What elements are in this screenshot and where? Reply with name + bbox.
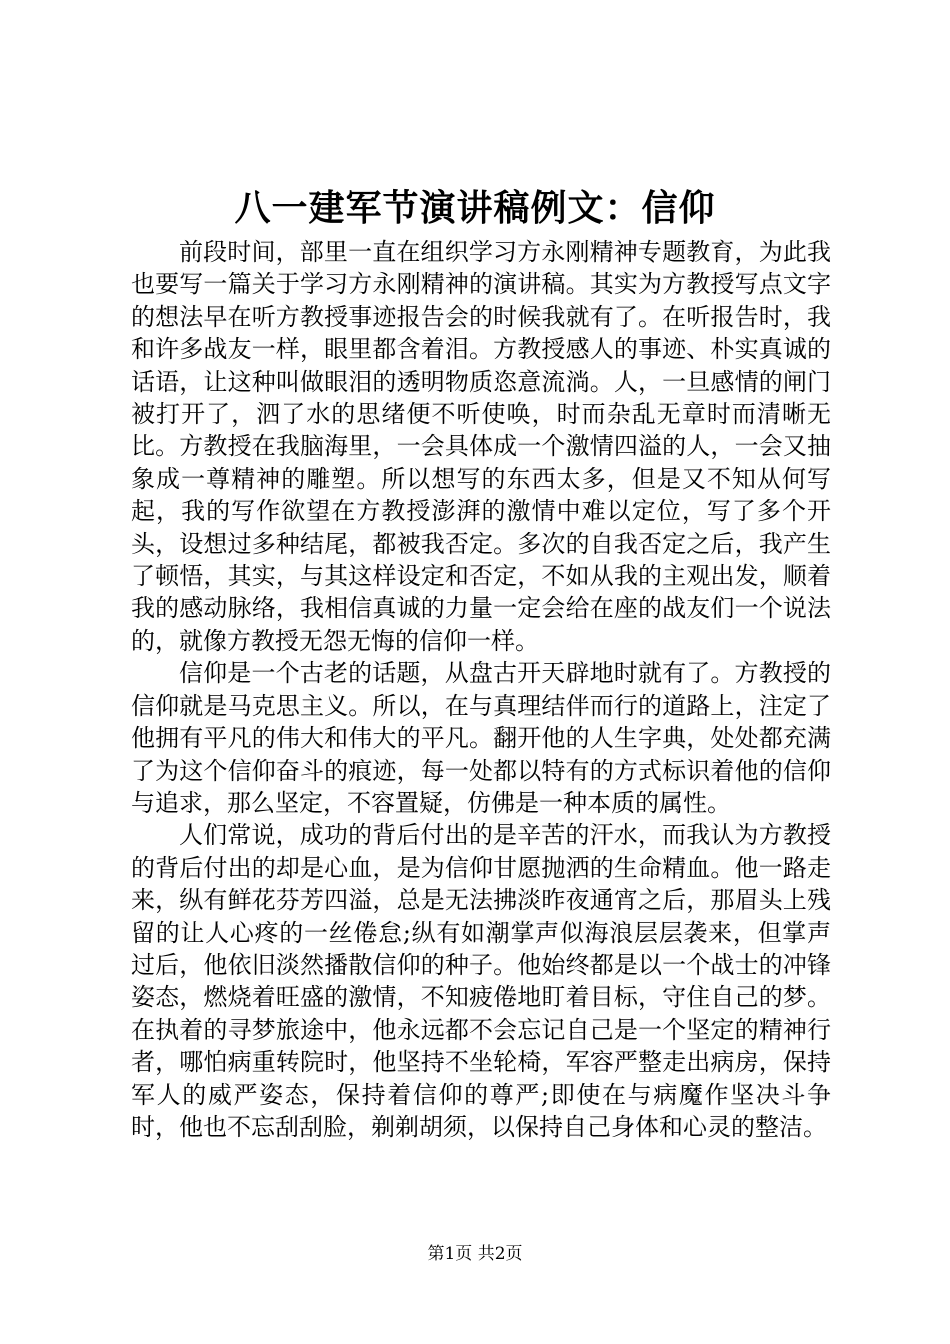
document-body (131, 236, 831, 1143)
paragraph-2: 信仰是一个古老的话题，从盘古开天辟地时就有了。方教授的信仰就是马克思主义。所以，在与真理结伴而行的道路上，注定了他拥有平凡的伟大和伟大的平凡。翻开他的人生字典，处处都充满了为这个信仰奋斗的痕迹，每一处都以特有的方式标识着他的信仰与追求，那么坚定，不容置疑，仿佛是一种本质的属性。 (131, 659, 831, 817)
paragraph-3: 人们常说，成功的背后付出的是辛苦的汗水，而我认为方教授的背后付出的却是心血，是为信仰甘愿抛洒的生命精血。他一路走来，纵有鲜花芬芳四溢，总是无法拂淡昨夜通宵之后，那眉头上残留的让人心疼的一丝倦怠;纵有如潮掌声似海浪层层袭来，但掌声过后，他依旧淡然播散信仰的种子。他始终都是以一个战士的冲锋姿态，燃烧着旺盛的激情，不知疲倦地盯着目标，守住自己的梦。在执着的寻梦旅途中，他永远都不会忘记自己是一个坚定的精神行者，哪怕病重转院时，他坚持不坐轮椅，军容严整走出病房，保持军人的威严姿态，保持着信仰的尊严;即使在与病魔作坚决斗争时，他也不忘刮刮脸，剃剃胡须，以保持自己身体和心灵的整洁。 (131, 821, 831, 1141)
paragraph-1: 前段时间，部里一直在组织学习方永刚精神专题教育，为此我也要写一篇关于学习方永刚精神的演讲稿。其实为方教授写点文字的想法早在听方教授事迹报告会的时候我就有了。在听报告时，我和许多战友一样，眼里都含着泪。方教授感人的事迹、朴实真诚的话语，让这种叫做眼泪的透明物质恣意流淌。人，一旦感情的闸门被打开了，泗了水的思绪便不听使唤，时而杂乱无章时而清晰无比。方教授在我脑海里，一会具体成一个激情四溢的人，一会又抽象成一尊精神的雕塑。所以想写的东西太多，但是又不知从何写起，我的写作欲望在方教授澎湃的激情中难以定位，写了多个开头，设想过多种结尾，都被我否定。多次的自我否定之后，我产生了顿悟，其实，与其这样设定和否定，不如从我的主观出发，顺着我的感动脉络，我相信真诚的力量一定会给在座的战友们一个说法的，就像方教授无怨无悔的信仰一样。 (131, 238, 831, 655)
document-title: 八一建军节演讲稿例文：信仰 (234, 187, 716, 229)
page-number-footer: 第1页 共2页 (427, 1244, 523, 1264)
